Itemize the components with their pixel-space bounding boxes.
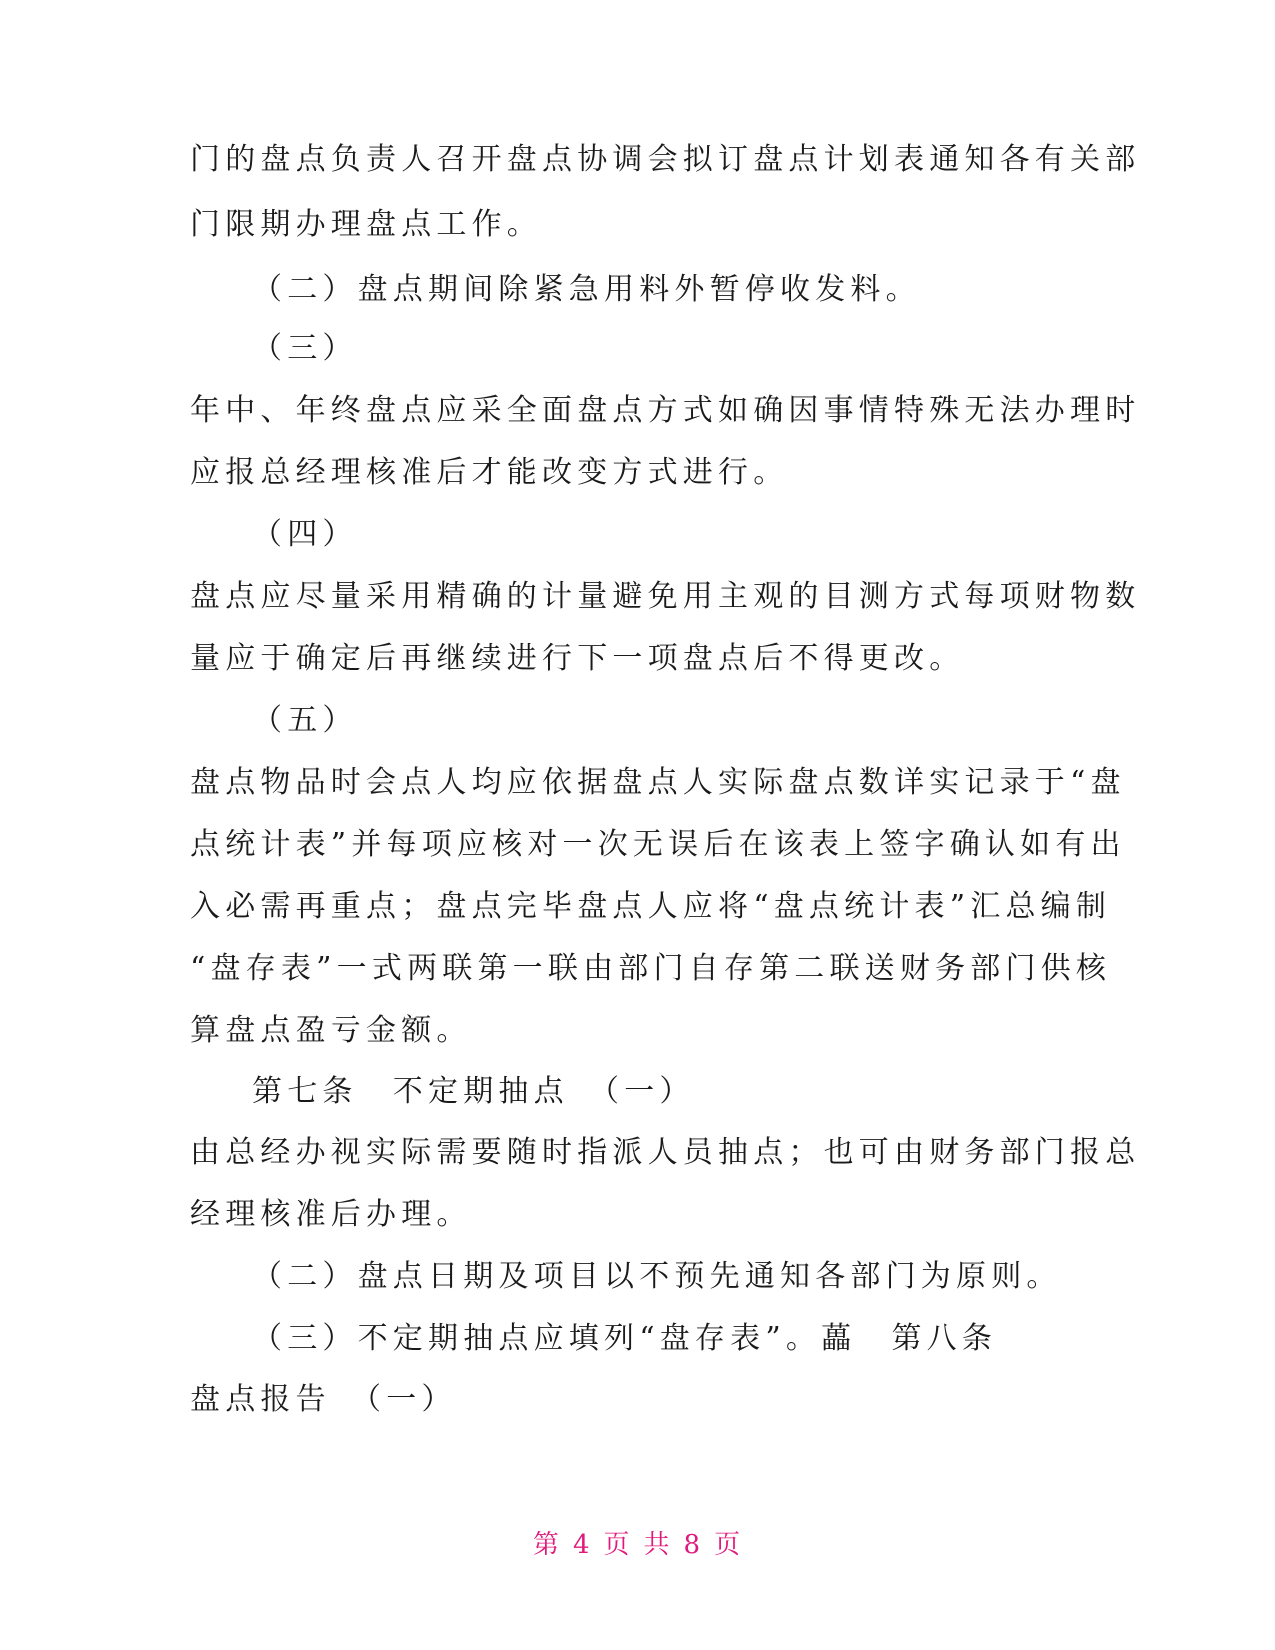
footer-word-di: 第 [532,1530,561,1560]
footer-word-ye-2: 页 [714,1530,743,1560]
paragraph-line: 入必需再重点；盘点完毕盘点人应将“盘点统计表”汇总编制 [190,889,1112,924]
footer-word-ye: 页 [603,1530,632,1560]
paragraph-line: 量应于确定后再继续进行下一项盘点后不得更改。 [190,641,965,676]
paragraph-line: 由总经办视实际需要随时指派人员抽点；也可由财务部门报总 [190,1135,1141,1170]
clause-five-heading: （五） [252,703,358,738]
clause-two-b: （二）盘点日期及项目以不预先通知各部门为原则。 [252,1259,1062,1294]
paragraph-line: 经理核准后办理。 [190,1197,472,1232]
paragraph-line: 应报总经理核准后才能改变方式进行。 [190,455,789,490]
clause-three-heading: （三） [252,331,358,366]
page-footer [0,1527,1275,1563]
paragraph-line: 门的盘点负责人召开盘点协调会拟订盘点计划表通知各有关部 [190,142,1141,177]
paragraph-line: “盘存表”一式两联第一联由部门自存第二联送财务部门供核 [190,951,1112,986]
paragraph-line: 盘点应尽量采用精确的计量避免用主观的目测方式每项财物数 [190,579,1141,614]
paragraph-line: 盘点物品时会点人均应依据盘点人实际盘点数详实记录于“盘 [190,765,1126,800]
clause-two: （二）盘点期间除紧急用料外暂停收发料。 [252,272,921,307]
article-seven-heading: 第七条 不定期抽点 （一） [252,1074,695,1109]
total-pages-number: 8 [683,1530,703,1560]
current-page-number: 4 [572,1530,592,1560]
paragraph-line: 算盘点盈亏金额。 [190,1013,472,1048]
article-eight-heading: 盘点报告 （一） [190,1382,457,1417]
clause-three-b: （三）不定期抽点应填列“盘存表”。藟 第八条 [252,1321,998,1356]
paragraph-line: 门限期办理盘点工作。 [190,207,542,242]
clause-four-heading: （四） [252,517,358,552]
footer-word-gong: 共 [643,1530,672,1560]
paragraph-line: 点统计表”并每项应核对一次无误后在该表上签字确认如有出 [190,827,1126,862]
paragraph-line: 年中、年终盘点应采全面盘点方式如确因事情特殊无法办理时 [190,393,1141,428]
